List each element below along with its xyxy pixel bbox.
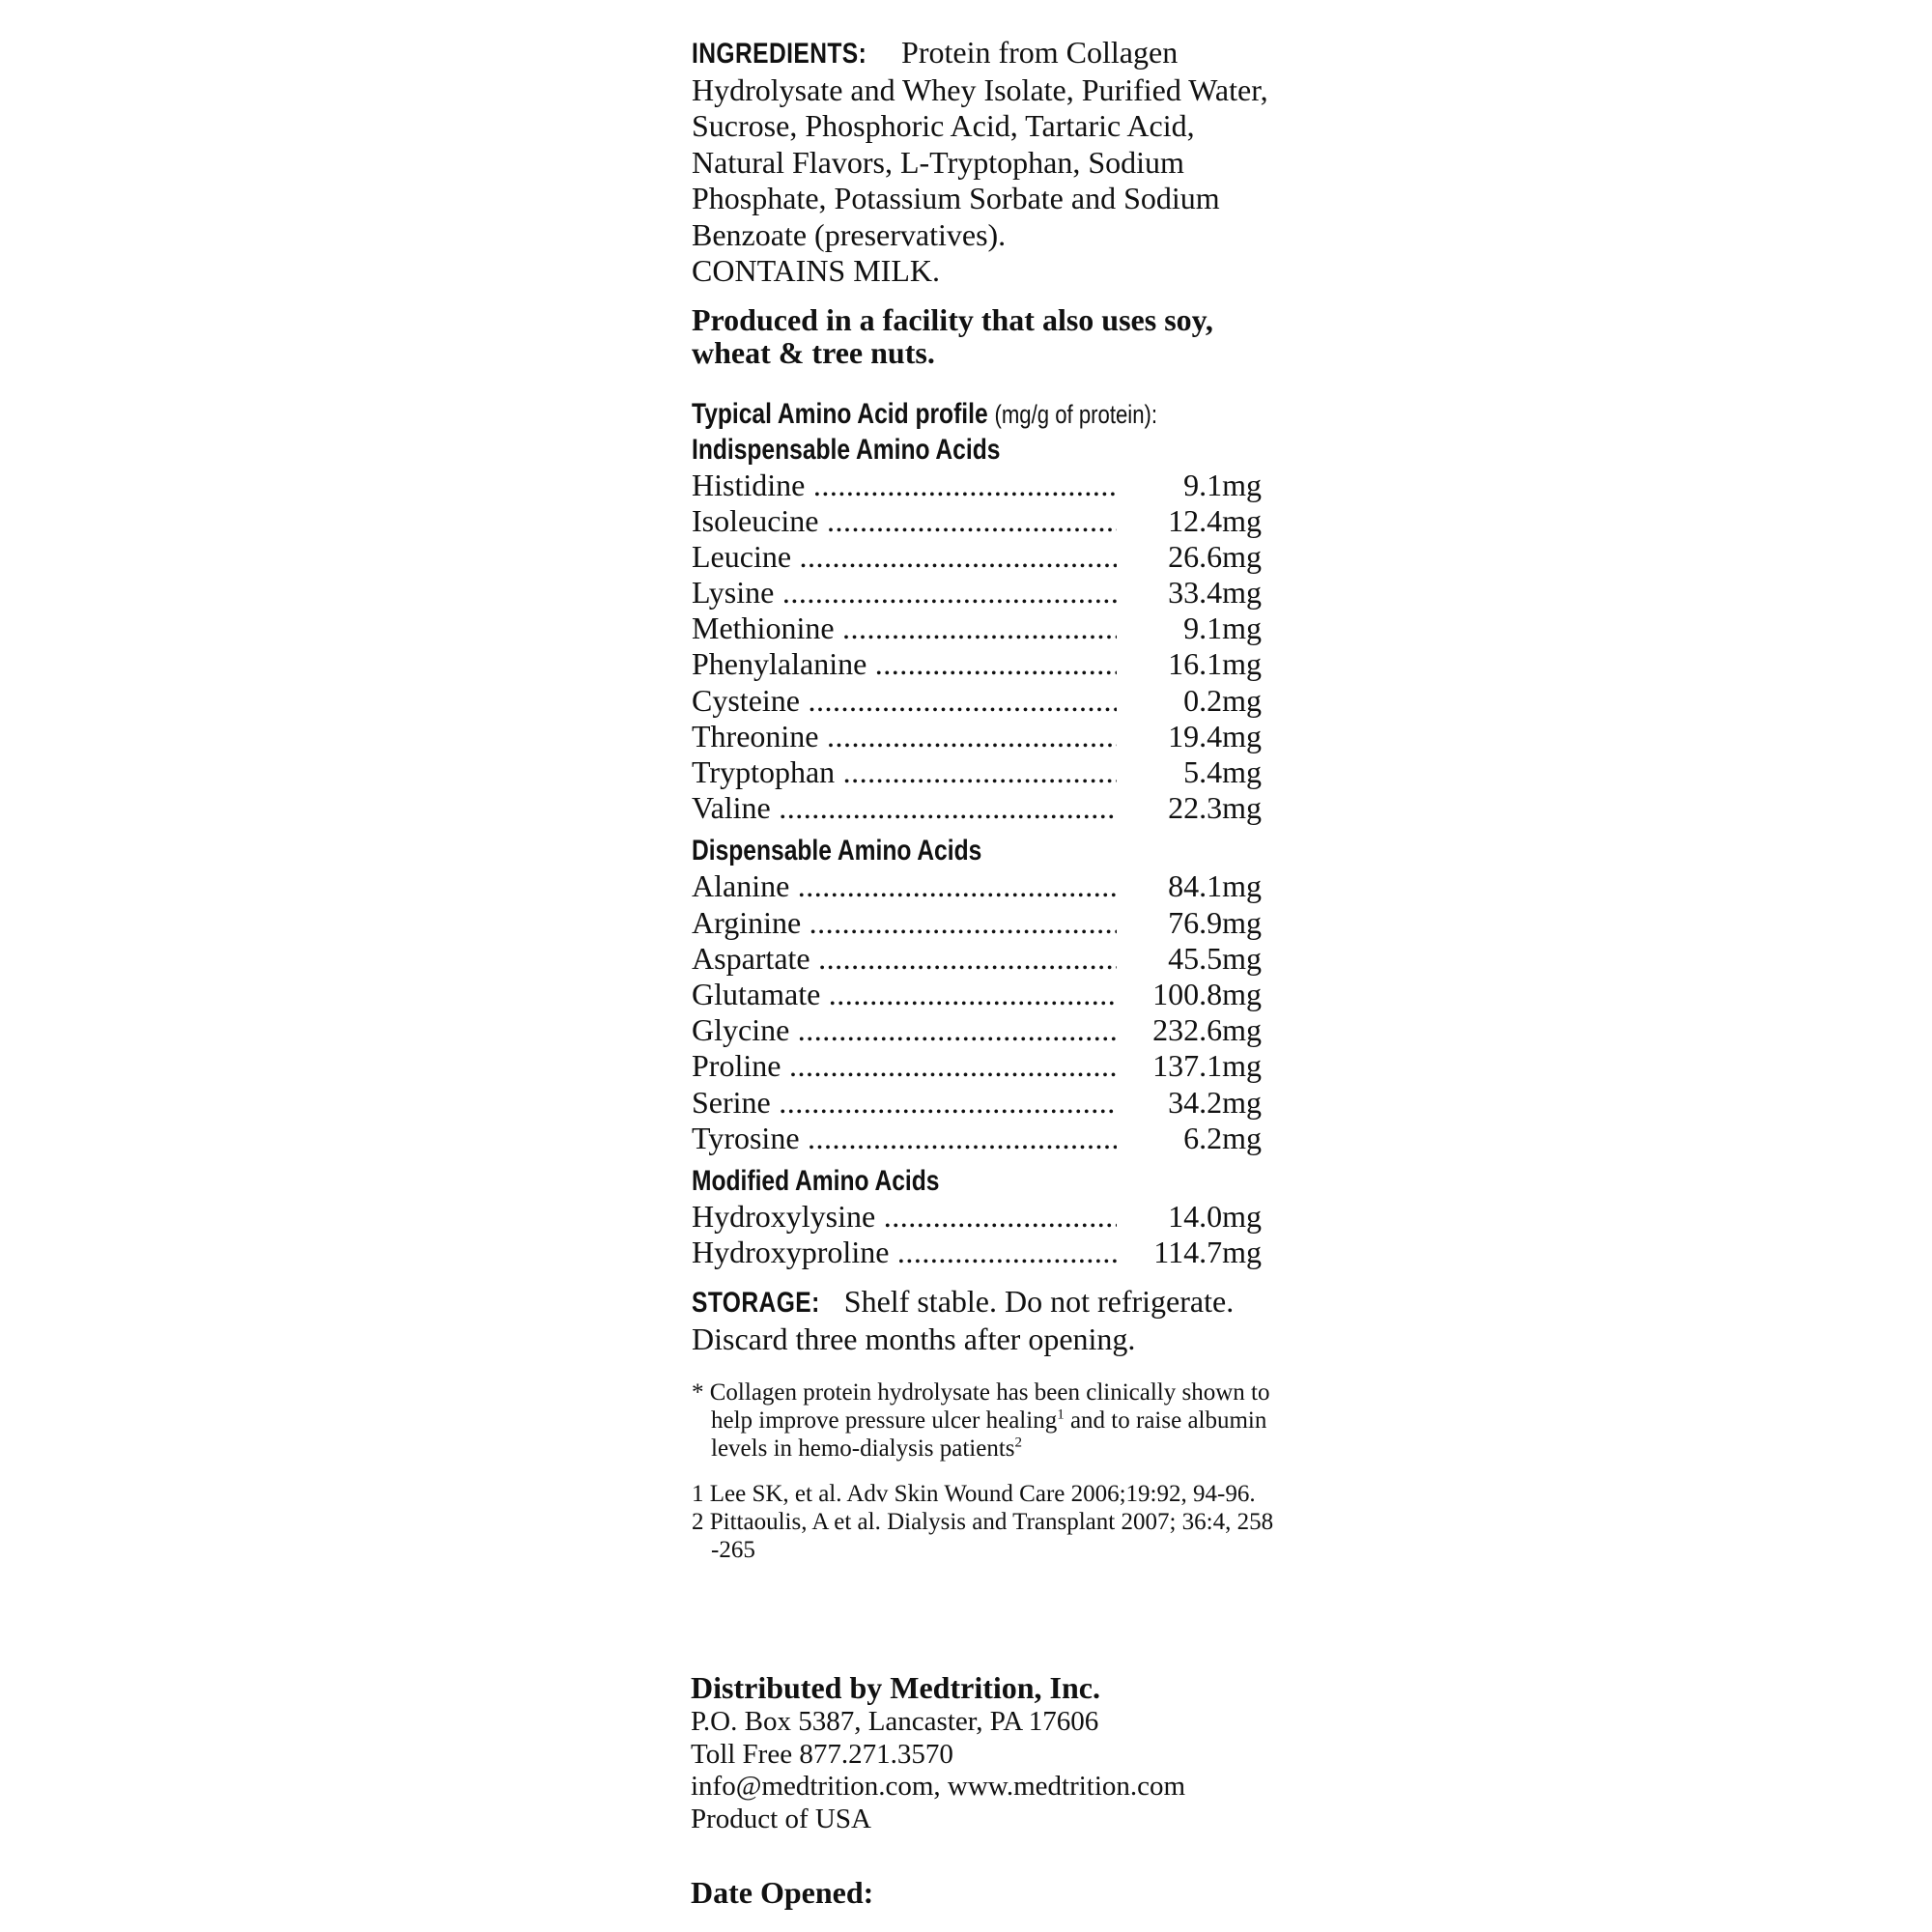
footnote-marker: *	[692, 1379, 704, 1406]
amino-group-modified	[692, 1164, 1291, 1270]
amino-name: Cysteine .....	[692, 683, 1117, 719]
footnote	[692, 1378, 1291, 1463]
amino-row	[692, 503, 1262, 539]
amino-value: 100.8mg	[1152, 976, 1262, 1011]
reference-item: 2 Pittaoulis, A et al. Dialysis and Transplant 2007; 36:4, 258 -265	[692, 1509, 1274, 1564]
amino-value: 84.1mg	[1168, 868, 1262, 904]
amino-row	[692, 646, 1262, 682]
distributor-phone: Toll Free 877.271.3570	[691, 1738, 953, 1770]
distributor-address: P.O. Box 5387, Lancaster, PA 17606	[691, 1706, 1099, 1737]
amino-value: 137.1mg	[1152, 1048, 1262, 1084]
allergen-statement: CONTAINS MILK.	[692, 253, 940, 288]
amino-name: Isoleucine .....	[692, 503, 1117, 539]
storage-label: STORAGE:	[692, 1287, 820, 1320]
amino-group-dispensable	[692, 834, 1291, 1156]
amino-row	[692, 754, 1262, 790]
amino-row	[692, 941, 1262, 977]
group-title: Indispensable Amino Acids	[692, 433, 1001, 466]
amino-list	[692, 1199, 1291, 1270]
amino-name: Alanine .....	[692, 868, 1117, 904]
amino-row	[692, 1121, 1262, 1156]
amino-row	[692, 790, 1262, 826]
group-title: Dispensable Amino Acids	[692, 835, 982, 867]
amino-value: 34.2mg	[1168, 1084, 1262, 1120]
reference-item: 1 Lee SK, et al. Adv Skin Wound Care 2006;19:92, 94-96.	[692, 1481, 1256, 1508]
amino-value: 5.4mg	[1183, 754, 1262, 789]
amino-row	[692, 977, 1262, 1012]
amino-value: 12.4mg	[1168, 502, 1262, 538]
amino-row	[692, 1085, 1262, 1121]
amino-value: 6.2mg	[1183, 1120, 1262, 1155]
amino-name: Phenylalanine .....	[692, 646, 1117, 682]
amino-profile-title	[692, 396, 1182, 433]
amino-value: 16.1mg	[1168, 646, 1262, 682]
amino-profile-unit: (mg/g of protein):	[994, 399, 1158, 429]
amino-row	[692, 539, 1262, 575]
facility-note: Produced in a facility that also uses soy, wheat & tree nuts.	[692, 301, 1213, 370]
ingredients-label: INGREDIENTS:	[692, 38, 867, 70]
amino-value: 9.1mg	[1183, 611, 1262, 646]
amino-value: 114.7mg	[1153, 1235, 1262, 1270]
amino-list	[692, 468, 1291, 827]
references	[692, 1480, 1291, 1564]
amino-value: 22.3mg	[1168, 790, 1262, 826]
amino-name: Hydroxyproline .....	[692, 1235, 1117, 1270]
amino-group-indispensable	[692, 433, 1291, 827]
distributor-title: Distributed by Medtrition, Inc.	[691, 1670, 1100, 1705]
amino-value: 19.4mg	[1168, 718, 1262, 753]
amino-value: 76.9mg	[1168, 904, 1262, 940]
amino-name: Glycine .....	[692, 1012, 1117, 1048]
nutrition-label	[692, 35, 1291, 1564]
footnote-text-2: and to raise albumin levels in hemo-dialysis patients	[711, 1407, 1267, 1463]
amino-name: Lysine .....	[692, 575, 1117, 611]
amino-name: Threonine .....	[692, 719, 1117, 754]
amino-name: Proline .....	[692, 1048, 1117, 1084]
amino-profile-heading: Typical Amino Acid profile	[692, 397, 988, 430]
amino-name: Serine .....	[692, 1085, 1117, 1121]
amino-row	[692, 1235, 1262, 1270]
amino-row	[692, 575, 1262, 611]
amino-name: Tryptophan .....	[692, 754, 1117, 790]
amino-name: Aspartate .....	[692, 941, 1117, 977]
distributor-contact: info@medtrition.com, www.medtrition.com	[691, 1771, 1186, 1802]
amino-name: Tyrosine .....	[692, 1121, 1117, 1156]
amino-row	[692, 468, 1262, 503]
footnote-sup-1: 1	[1057, 1406, 1065, 1423]
amino-value: 9.1mg	[1183, 467, 1262, 502]
amino-row	[692, 1048, 1262, 1084]
amino-name: Histidine .....	[692, 468, 1117, 503]
amino-name: Valine .....	[692, 790, 1117, 826]
amino-row	[692, 868, 1262, 904]
footnote-text-1: Collagen protein hydrolysate has been clinically shown to help improve pressure ulcer healing	[709, 1379, 1270, 1435]
group-title: Modified Amino Acids	[692, 1164, 940, 1197]
ingredients-paragraph	[692, 35, 1291, 253]
amino-value: 232.6mg	[1152, 1012, 1262, 1048]
amino-row	[692, 719, 1262, 754]
amino-row	[692, 905, 1262, 941]
amino-value: 26.6mg	[1168, 538, 1262, 574]
amino-value: 45.5mg	[1168, 940, 1262, 976]
storage-text: Shelf stable. Do not refrigerate. Discard three months after opening.	[692, 1284, 1235, 1356]
amino-value: 0.2mg	[1183, 682, 1262, 718]
date-opened-label: Date Opened:	[691, 1875, 874, 1910]
amino-name: Methionine .....	[692, 611, 1117, 646]
amino-name: Glutamate .....	[692, 977, 1117, 1012]
distributor-origin: Product of USA	[691, 1803, 871, 1834]
amino-name: Hydroxylysine .....	[692, 1199, 1117, 1235]
amino-value: 14.0mg	[1168, 1198, 1262, 1234]
amino-row	[692, 1012, 1262, 1048]
amino-list	[692, 868, 1291, 1156]
storage-paragraph	[692, 1284, 1291, 1357]
amino-name: Leucine .....	[692, 539, 1117, 575]
amino-name: Arginine .....	[692, 905, 1117, 941]
amino-row	[692, 1199, 1262, 1235]
amino-row	[692, 683, 1262, 719]
amino-value: 33.4mg	[1168, 575, 1262, 611]
footnote-sup-2: 2	[1014, 1435, 1023, 1451]
amino-row	[692, 611, 1262, 646]
ingredients-text: Protein from Collagen Hydrolysate and Whey Isolate, Purified Water, Sucrose, Phosphoric Acid, Tartaric Acid, Natural Flavors, L-Tryptophan, Sodium Phosphate, Potassium Sorbate and Sodium Benzoate (preservatives).	[692, 35, 1268, 252]
distributor-block	[691, 1669, 1290, 1835]
